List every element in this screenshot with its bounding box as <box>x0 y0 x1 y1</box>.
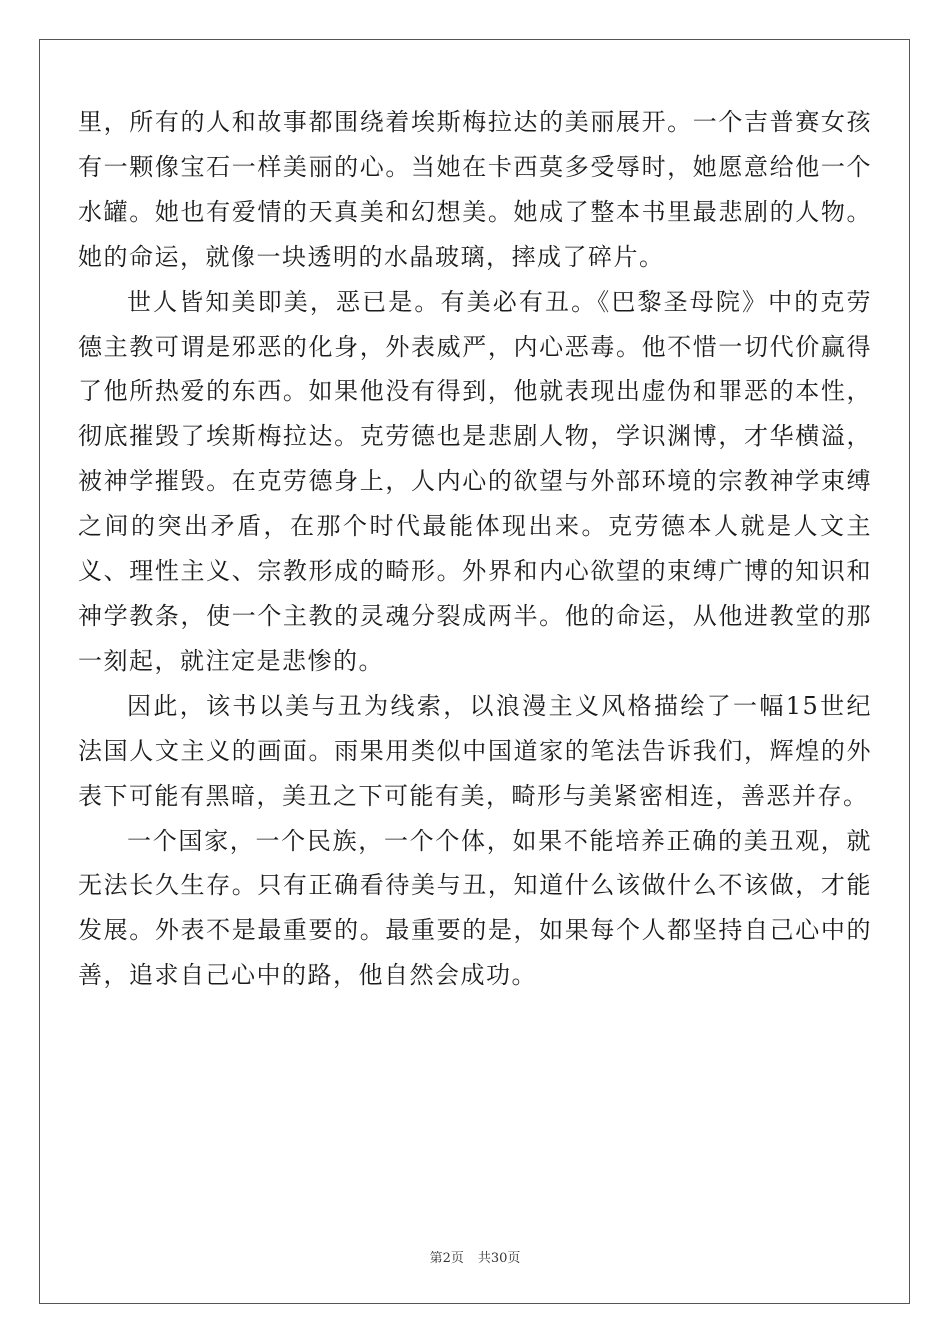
paragraph-1: 里，所有的人和故事都围绕着埃斯梅拉达的美丽展开。一个吉普赛女孩有一颗像宝石一样美丽的心。当她在卡西莫多受辱时，她愿意给他一个水罐。她也有爱情的天真美和幻想美。她成了整本书里最悲剧的人物。她的命运，就像一块透明的水晶玻璃，摔成了碎片。 <box>78 108 872 271</box>
paragraph-2: 世人皆知美即美，恶已是。有美必有丑。《巴黎圣母院》中的克劳德主教可谓是邪恶的化身，外表威严，内心恶毒。他不惜一切代价赢得了他所热爱的东西。如果他没有得到，他就表现出虚伪和罪恶的本性，彻底摧毁了埃斯梅拉达。克劳德也是悲剧人物，学识渊博，才华横溢，被神学摧毁。在克劳德身上，人内心的欲望与外部环境的宗教神学束缚之间的突出矛盾，在那个时代最能体现出来。克劳德本人就是人文主义、理性主义、宗教形成的畸形。外界和内心欲望的束缚广博的知识和神学教条，使一个主教的灵魂分裂成两半。他的命运，从他进教堂的那一刻起，就注定是悲惨的。 <box>78 287 872 675</box>
paragraph-4: 一个国家，一个民族，一个个体，如果不能培养正确的美丑观，就无法长久生存。只有正确看待美与丑，知道什么该做什么不该做，才能发展。外表不是最重要的。最重要的是，如果每个人都坚持自己心中的善，追求自己心中的路，他自然会成功。 <box>78 826 872 990</box>
document-body <box>78 100 872 998</box>
paragraph-3: 因此，该书以美与丑为线索，以浪漫主义风格描绘了一幅15世纪法国人文主义的画面。雨果用类似中国道家的笔法告诉我们，辉煌的外表下可能有黑暗，美丑之下可能有美，畸形与美紧密相连，善恶并存。 <box>78 691 872 810</box>
page-footer <box>0 1247 950 1266</box>
page-total: 共30页 <box>477 1251 521 1266</box>
page-number: 第2页 <box>429 1251 464 1266</box>
